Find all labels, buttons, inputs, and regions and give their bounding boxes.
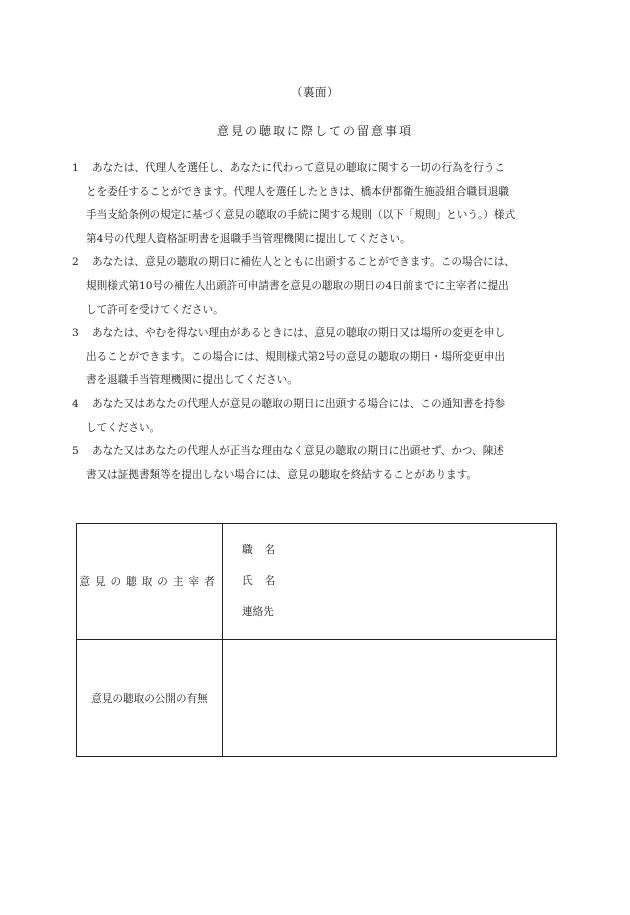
hearing-info-table [76,523,557,757]
note-item [72,322,562,393]
notes-list [72,157,562,487]
note-number: 5 [72,445,79,458]
note-line: して許可を受けてください。 [86,303,224,316]
note-line: あなたは、意見の聴取の期日に補佐人とともに出頭することができます。この場合には、 [92,256,515,269]
presider-fields-cell [223,524,557,640]
page-side-label: （裏面） [291,85,339,99]
publicity-value-cell [223,640,557,757]
note-item [72,440,562,487]
note-line: あなたは、代理人を選任し、あなたに代わって意見の聴取に関する一切の行為を行うこ [92,162,506,174]
publicity-label: 意見の聴取の公開の有無 [91,692,208,705]
note-line: とを委任することができます。代理人を選任したときは、橋本伊都衛生施設組合職員退職 [86,185,509,198]
note-number: 3 [72,327,79,340]
note-item [72,393,562,440]
note-line: 出ることができます。この場合には、規則様式第2号の意見の聴取の期日・場所変更申出 [86,350,506,363]
note-number: 2 [72,256,79,269]
note-line: あなた又はあなたの代理人が意見の聴取の期日に出頭する場合には、この通知書を持参 [92,397,506,410]
post-field-label: 職名 [242,544,288,556]
publicity-row [77,640,557,757]
note-line: 規則様式第10号の補佐人出頭許可申請書を意見の聴取の期日の4日前までに主宰者に提出 [86,279,509,292]
note-line: あなた又はあなたの代理人が正当な理由なく意見の聴取の期日に出頭せず、かつ、陳述 [92,445,504,458]
note-number: 4 [72,397,79,410]
note-line: あなたは、やむを得ない理由があるときには、意見の聴取の期日又は場所の変更を申し [92,327,506,340]
note-item [72,157,562,251]
note-number: 1 [72,162,79,174]
presider-label-cell [77,524,223,640]
publicity-label-cell [77,640,223,757]
contact-field-label: 連絡先 [242,606,274,618]
page-title: 意見の聴取に際しての留意事項 [216,124,413,138]
note-line: 手当支給条例の規定に基づく意見の聴取の手続に関する規則（以下「規則」という。）様式 [86,209,516,222]
presider-row [77,524,557,640]
note-line: 第4号の代理人資格証明書を退職手当管理機関に提出してください。 [86,232,411,245]
note-line: してください。 [86,421,161,434]
name-field-label: 氏名 [242,575,288,587]
note-item [72,251,562,322]
note-line: 書又は証拠書類等を提出しない場合には、意見の聴取を終結することがあります。 [86,468,478,481]
note-line: 書を退職手当管理機関に提出してください。 [86,374,298,387]
presider-label: 意見の聴取の主宰者 [79,576,220,588]
